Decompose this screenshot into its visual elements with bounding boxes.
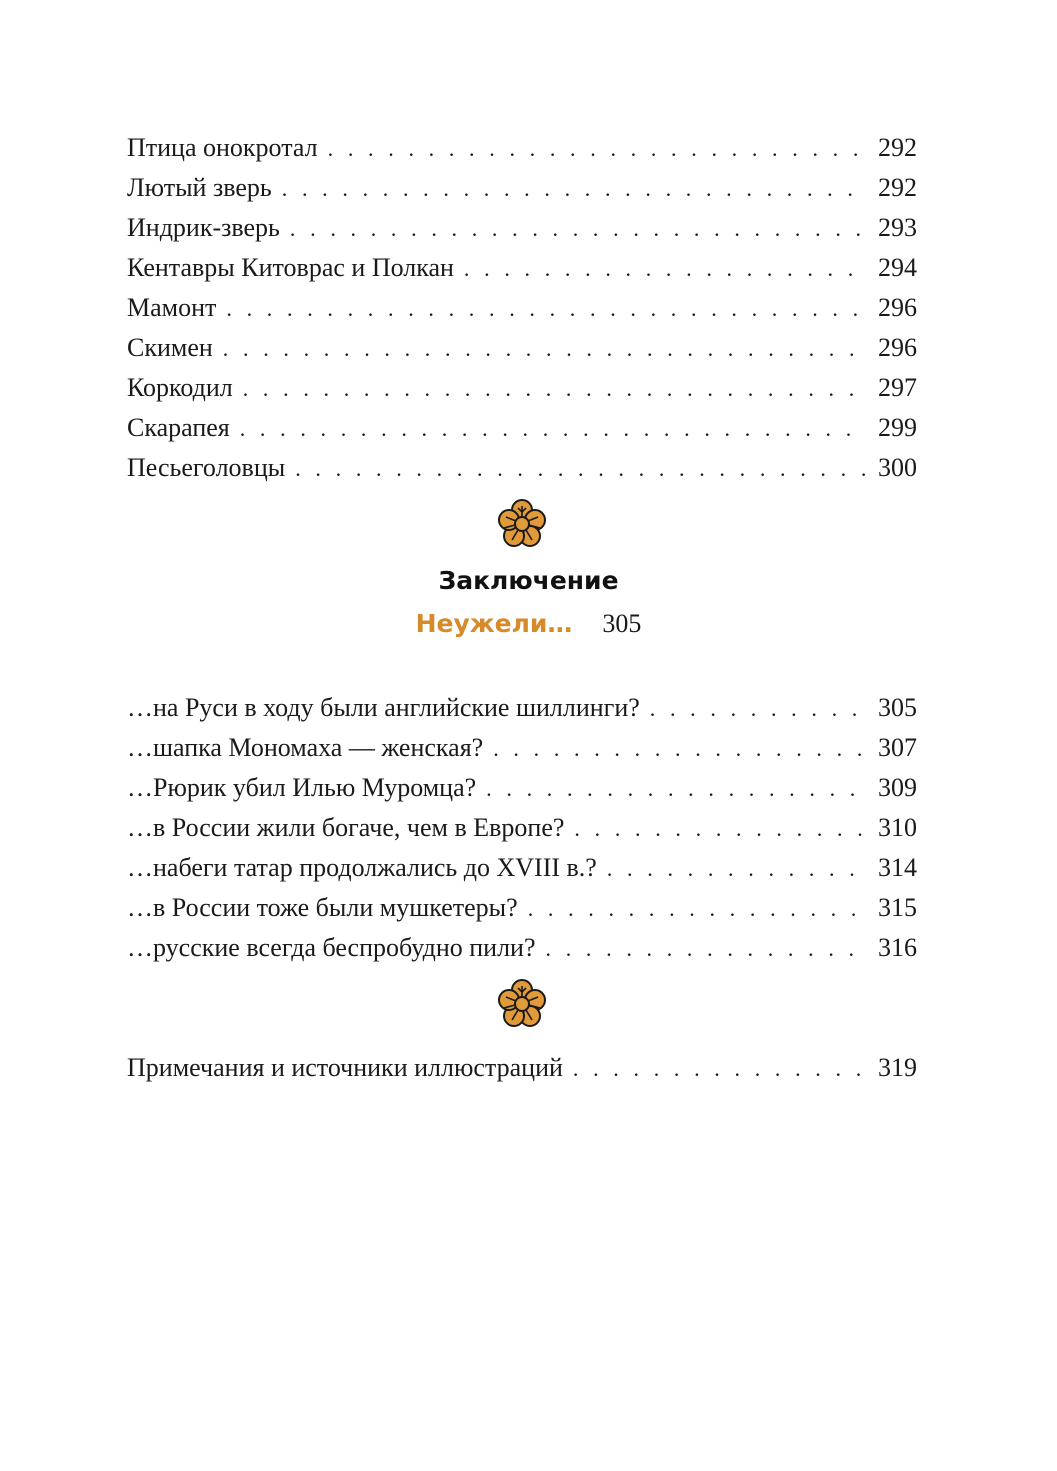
toc-entry[interactable]	[127, 768, 917, 808]
dot-leader	[464, 249, 866, 289]
toc-list-conclusion	[127, 688, 917, 968]
toc-entry[interactable]	[127, 688, 917, 728]
flower-ornament-icon	[496, 498, 548, 550]
toc-entry-title: Коркодил	[127, 373, 233, 402]
section-heading: Заключение	[438, 566, 619, 595]
dot-leader	[607, 849, 866, 889]
toc-entry-title: Лютый зверь	[127, 173, 272, 202]
toc-entry-page: 300	[878, 453, 917, 482]
toc-entry-page: 305	[878, 693, 917, 722]
toc-entry-title: …в России тоже были мушкетеры?	[127, 893, 518, 922]
toc-entry-page: 307	[878, 733, 917, 762]
toc-entry-title: …Рюрик убил Илью Муромца?	[127, 773, 477, 802]
toc-entry-page: 293	[878, 213, 917, 242]
toc-entry-page: 296	[878, 293, 917, 322]
dot-leader	[295, 449, 866, 489]
toc-entry-title: Скарапея	[127, 413, 230, 442]
toc-entry[interactable]	[127, 888, 917, 928]
toc-entry-title: …русские всегда беспробудно пили?	[127, 933, 536, 962]
dot-leader	[223, 329, 866, 369]
toc-entry[interactable]	[127, 448, 917, 488]
flower-ornament-icon	[496, 978, 548, 1030]
dot-leader	[528, 889, 866, 929]
toc-entry-page: 299	[878, 413, 917, 442]
toc-entry-title: Кентавры Китоврас и Полкан	[127, 253, 454, 282]
toc-entry-page: 296	[878, 333, 917, 362]
toc-entry-title: …шапка Мономаха — женская?	[127, 733, 484, 762]
toc-list-notes	[127, 1048, 917, 1088]
toc-entry-page: 309	[878, 773, 917, 802]
toc-entry-title: Мамонт	[127, 293, 217, 322]
dot-leader	[650, 689, 866, 729]
toc-entry[interactable]	[127, 368, 917, 408]
toc-entry-title: Песьеголовцы	[127, 453, 286, 482]
toc-entry-title: Примечания и источники иллюстраций	[127, 1053, 563, 1082]
toc-entry-page: 315	[878, 893, 917, 922]
toc-entry-page: 314	[878, 853, 917, 882]
toc-entry[interactable]	[127, 328, 917, 368]
toc-entry[interactable]	[127, 128, 917, 168]
toc-entry[interactable]	[127, 728, 917, 768]
toc-entry[interactable]	[127, 208, 917, 248]
toc-entry-page: 319	[878, 1053, 917, 1082]
dot-leader	[574, 809, 866, 849]
toc-entry-title: Скимен	[127, 333, 213, 362]
toc-entry[interactable]	[127, 408, 917, 448]
dot-leader	[573, 1049, 866, 1089]
toc-entry[interactable]	[127, 848, 917, 888]
toc-entry-page: 292	[878, 133, 917, 162]
dot-leader	[290, 209, 866, 249]
toc-entry-title: …на Руси в ходу были английские шиллинги?	[127, 693, 640, 722]
section-page: 305	[602, 609, 642, 638]
dot-leader	[546, 929, 866, 969]
section-subtitle: Неужели…	[415, 609, 573, 638]
toc-entry-page: 316	[878, 933, 917, 962]
dot-leader	[282, 169, 866, 209]
dot-leader	[240, 409, 866, 449]
toc-entry[interactable]	[127, 288, 917, 328]
toc-entry[interactable]	[127, 928, 917, 968]
toc-list-bestiary	[127, 128, 917, 488]
toc-entry-page: 294	[878, 253, 917, 282]
toc-entry-title: Птица онокротал	[127, 133, 318, 162]
dot-leader	[493, 729, 866, 769]
toc-entry-title: Индрик-зверь	[127, 213, 280, 242]
toc-entry-title: …набеги татар продолжались до XVIII в.?	[127, 853, 597, 882]
dot-leader	[328, 129, 866, 169]
dot-leader	[226, 289, 866, 329]
toc-entry[interactable]	[127, 168, 917, 208]
toc-entry-title: …в России жили богаче, чем в Европе?	[127, 813, 565, 842]
toc-entry-page: 292	[878, 173, 917, 202]
dot-leader	[486, 769, 866, 809]
toc-entry[interactable]	[127, 248, 917, 288]
dot-leader	[243, 369, 866, 409]
toc-entry-page: 297	[878, 373, 917, 402]
toc-entry[interactable]	[127, 808, 917, 848]
section-subtitle-row[interactable]	[0, 609, 1057, 639]
toc-entry[interactable]	[127, 1048, 917, 1088]
toc-entry-page: 310	[878, 813, 917, 842]
